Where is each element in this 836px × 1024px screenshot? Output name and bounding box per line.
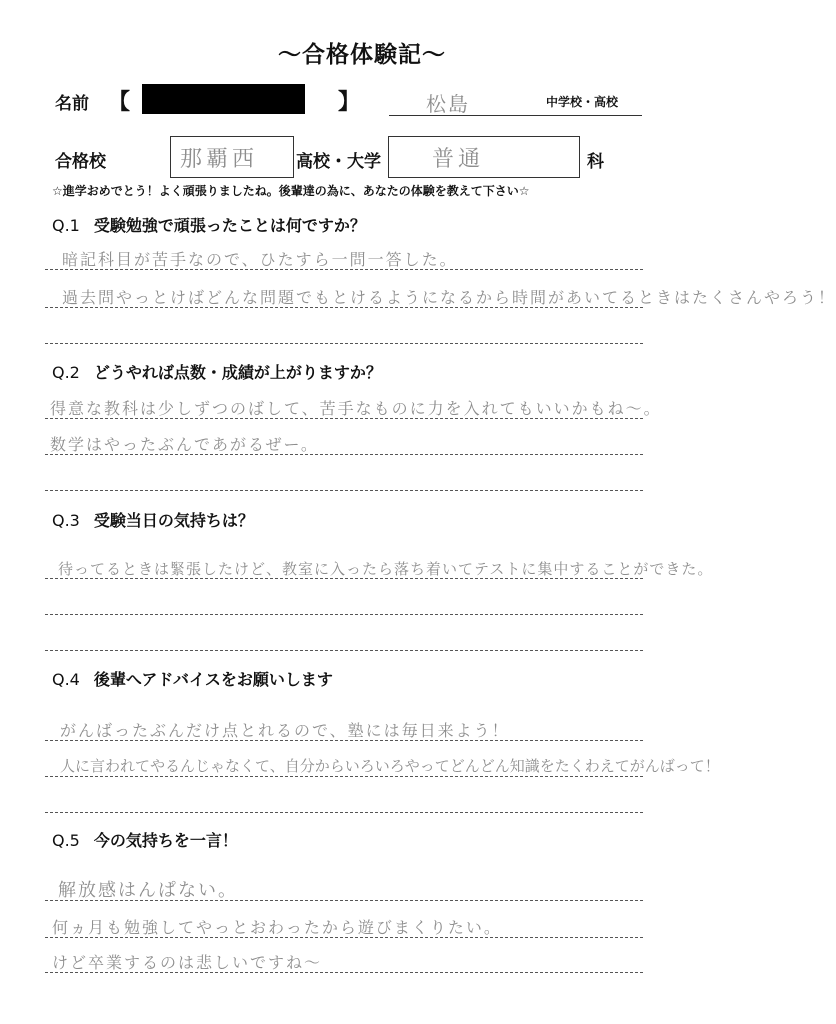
answer-5-line-3: けど卒業するのは悲しいですね〜: [52, 953, 323, 972]
answer-line: [45, 269, 643, 270]
question-number: Q.5: [52, 831, 80, 850]
answer-line: [45, 900, 643, 901]
school-name: 松島: [426, 92, 470, 116]
redacted-name: [142, 84, 305, 114]
answer-line: [45, 776, 643, 777]
answer-line: [45, 578, 643, 579]
name-bracket-close: 】: [338, 90, 361, 115]
question-4: [52, 667, 333, 690]
answer-line: [45, 812, 643, 813]
answer-2-line-1: 得意な教科は少しずつのばして、苦手なものに力を入れてもいいかもね〜。: [50, 399, 662, 418]
question-1: [52, 213, 366, 236]
passed-school-label: 合格校: [55, 152, 106, 172]
answer-line: [45, 740, 643, 741]
answer-line: [45, 307, 643, 308]
question-text: 受験当日の気持ちは？: [93, 511, 254, 530]
question-text: 後輩へアドバイスをお願いします: [93, 670, 333, 689]
passed-school-type: 高校・大学: [296, 152, 381, 172]
answer-line: [45, 937, 643, 938]
answer-line: [45, 343, 643, 344]
answer-1-line-2: 過去問やっとけばどんな問題でもとけるようになるから時間があいてるときはたくさんやろう！: [62, 288, 836, 307]
answer-4-line-2: 人に言われてやるんじゃなくて、自分からいろいろやってどんどん知識をたくわえてがんばって！: [60, 757, 720, 775]
answer-line: [45, 490, 643, 491]
question-text: 受験勉強で頑張ったことは何ですか？: [93, 216, 366, 235]
answer-line: [45, 614, 643, 615]
question-text: 今の気持ちを一言！: [93, 831, 238, 850]
page-title: ～合格体験記～: [278, 42, 446, 68]
question-2: [52, 360, 382, 383]
answer-5-line-2: 何ヵ月も勉強してやっとおわったから遊びまくりたい。: [52, 918, 502, 937]
answer-4-line-1: がんばったぶんだけ点とれるので、塾には毎日来よう！: [60, 721, 510, 740]
question-3: [52, 508, 254, 531]
question-number: Q.1: [52, 216, 80, 235]
name-bracket-open: 【: [108, 90, 131, 115]
passed-school-name: 那覇西: [180, 147, 259, 172]
answer-line: [45, 972, 643, 973]
instruction-note: ☆進学おめでとう！よく頑張りましたね。後輩達の為に、あなたの体験を教えて下さい☆: [52, 184, 530, 198]
answer-1-line-1: 暗記科目が苦手なので、ひたすら一問一答した。: [62, 250, 458, 269]
school-underline: [389, 115, 642, 116]
answer-5-line-1: 解放感はんぱない。: [58, 880, 238, 901]
answer-3-line-1: 待ってるときは緊張したけど、教室に入ったら落ち着いてテストに集中することができた。: [58, 560, 714, 578]
question-number: Q.4: [52, 670, 80, 689]
school-type: 中学校・高校: [546, 95, 619, 109]
question-number: Q.3: [52, 511, 80, 530]
course-suffix: 科: [587, 152, 604, 172]
question-text: どうやれば点数・成績が上がりますか？: [93, 363, 382, 382]
answer-line: [45, 454, 643, 455]
name-label: 名前: [55, 94, 89, 114]
answer-2-line-2: 数学はやったぶんであがるぜー。: [50, 435, 319, 454]
question-5: [52, 828, 238, 851]
answer-line: [45, 650, 643, 651]
question-number: Q.2: [52, 363, 80, 382]
course-name: 普通: [432, 147, 485, 172]
answer-line: [45, 418, 643, 419]
